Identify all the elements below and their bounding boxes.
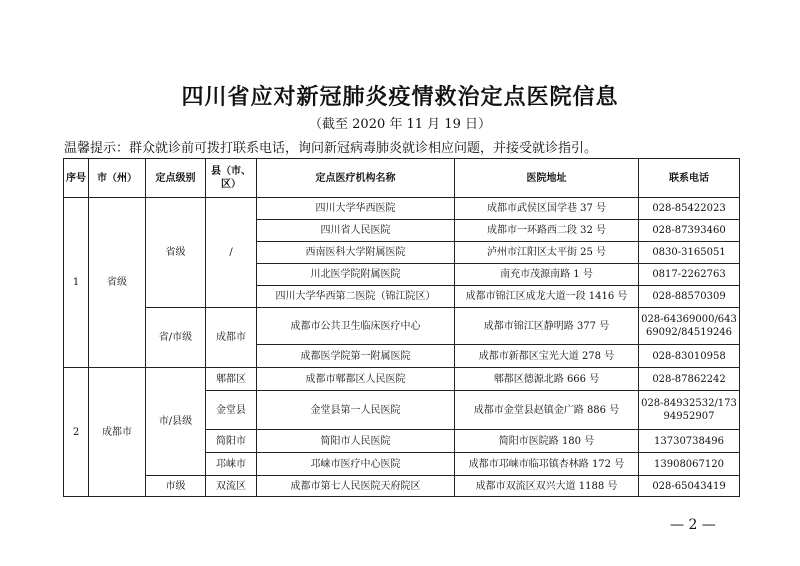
level-cell: 市级 (145, 475, 206, 497)
hospital-name: 简阳市人民医院 (256, 429, 455, 453)
hospital-address: 成都市锦江区静明路 377 号 (454, 307, 639, 345)
hospital-address: 成都市双流区双兴大道 1188 号 (454, 475, 639, 497)
hospital-phone: 028-88570309 (638, 285, 740, 308)
header-level: 定点级别 (145, 158, 206, 198)
hospital-phone: 13908067120 (638, 452, 740, 476)
notice-text: 温馨提示：群众就诊前可拨打联系电话，询问新冠病毒肺炎就诊相应问题，并接受就诊指引。 (64, 141, 598, 156)
hospital-name: 成都医学院第一附属医院 (256, 344, 455, 368)
hospital-phone: 028-87862242 (638, 367, 740, 391)
county-cell: 郫都区 (205, 367, 257, 391)
hospital-phone: 028-84932532/17394952907 (638, 390, 740, 430)
hospital-address: 成都市一环路西二段 32 号 (454, 219, 639, 242)
hospital-name: 四川大学华西医院 (256, 197, 455, 220)
hospital-phone: 028-65043419 (638, 475, 740, 497)
group-city: 省级 (88, 197, 146, 368)
header-phone: 联系电话 (638, 158, 740, 198)
hospital-name: 成都市郫都区人民医院 (256, 367, 455, 391)
hospital-address: 成都市武侯区国学巷 37 号 (454, 197, 639, 220)
hospital-address: 成都市新都区宝光大道 278 号 (454, 344, 639, 368)
hospital-address: 成都市邛崃市临邛镇杏林路 172 号 (454, 452, 639, 476)
hospital-name: 西南医科大学附属医院 (256, 241, 455, 264)
hospital-name: 川北医学院附属医院 (256, 263, 455, 286)
header-address: 医院地址 (454, 158, 639, 198)
county-cell: 双流区 (205, 475, 257, 497)
header-no: 序号 (63, 158, 89, 198)
hospital-phone: 028-87393460 (638, 219, 740, 242)
county-cell: 成都市 (205, 307, 257, 368)
hospital-name: 邛崃市医疗中心医院 (256, 452, 455, 476)
level-cell: 省级 (145, 197, 206, 308)
page-number: — 2 — (670, 517, 716, 533)
level-cell: 市/县级 (145, 367, 206, 476)
hospital-name: 成都市公共卫生临床医疗中心 (256, 307, 455, 345)
group-no: 2 (63, 367, 89, 497)
hospital-phone: 028-64369000/64369092/84519246 (638, 307, 740, 345)
hospital-phone: 028-83010958 (638, 344, 740, 368)
county-cell: / (205, 197, 257, 308)
header-county: 县（市、区） (205, 158, 257, 198)
hospital-table (63, 158, 740, 497)
hospital-name: 四川大学华西第二医院（锦江院区） (256, 285, 455, 308)
page-title: 四川省应对新冠肺炎疫情救治定点医院信息 (181, 85, 619, 110)
county-cell: 金堂县 (205, 390, 257, 430)
hospital-address: 简阳市医院路 180 号 (454, 429, 639, 453)
hospital-phone: 13730738496 (638, 429, 740, 453)
group-city: 成都市 (88, 367, 146, 497)
hospital-phone: 0830-3165051 (638, 241, 740, 264)
county-cell: 简阳市 (205, 429, 257, 453)
page-subtitle: （截至 2020 年 11 月 19 日） (309, 117, 491, 132)
hospital-phone: 0817-2262763 (638, 263, 740, 286)
hospital-phone: 028-85422023 (638, 197, 740, 220)
hospital-name: 四川省人民医院 (256, 219, 455, 242)
group-no: 1 (63, 197, 89, 368)
hospital-address: 成都市金堂县赵镇金广路 886 号 (454, 390, 639, 430)
header-name: 定点医疗机构名称 (256, 158, 455, 198)
hospital-name: 成都市第七人民医院天府院区 (256, 475, 455, 497)
hospital-address: 郫都区德源北路 666 号 (454, 367, 639, 391)
hospital-address: 成都市锦江区成龙大道一段 1416 号 (454, 285, 639, 308)
header-city: 市（州） (88, 158, 146, 198)
county-cell: 邛崃市 (205, 452, 257, 476)
hospital-address: 泸州市江阳区太平街 25 号 (454, 241, 639, 264)
hospital-name: 金堂县第一人民医院 (256, 390, 455, 430)
hospital-address: 南充市茂源南路 1 号 (454, 263, 639, 286)
level-cell: 省/市级 (145, 307, 206, 368)
